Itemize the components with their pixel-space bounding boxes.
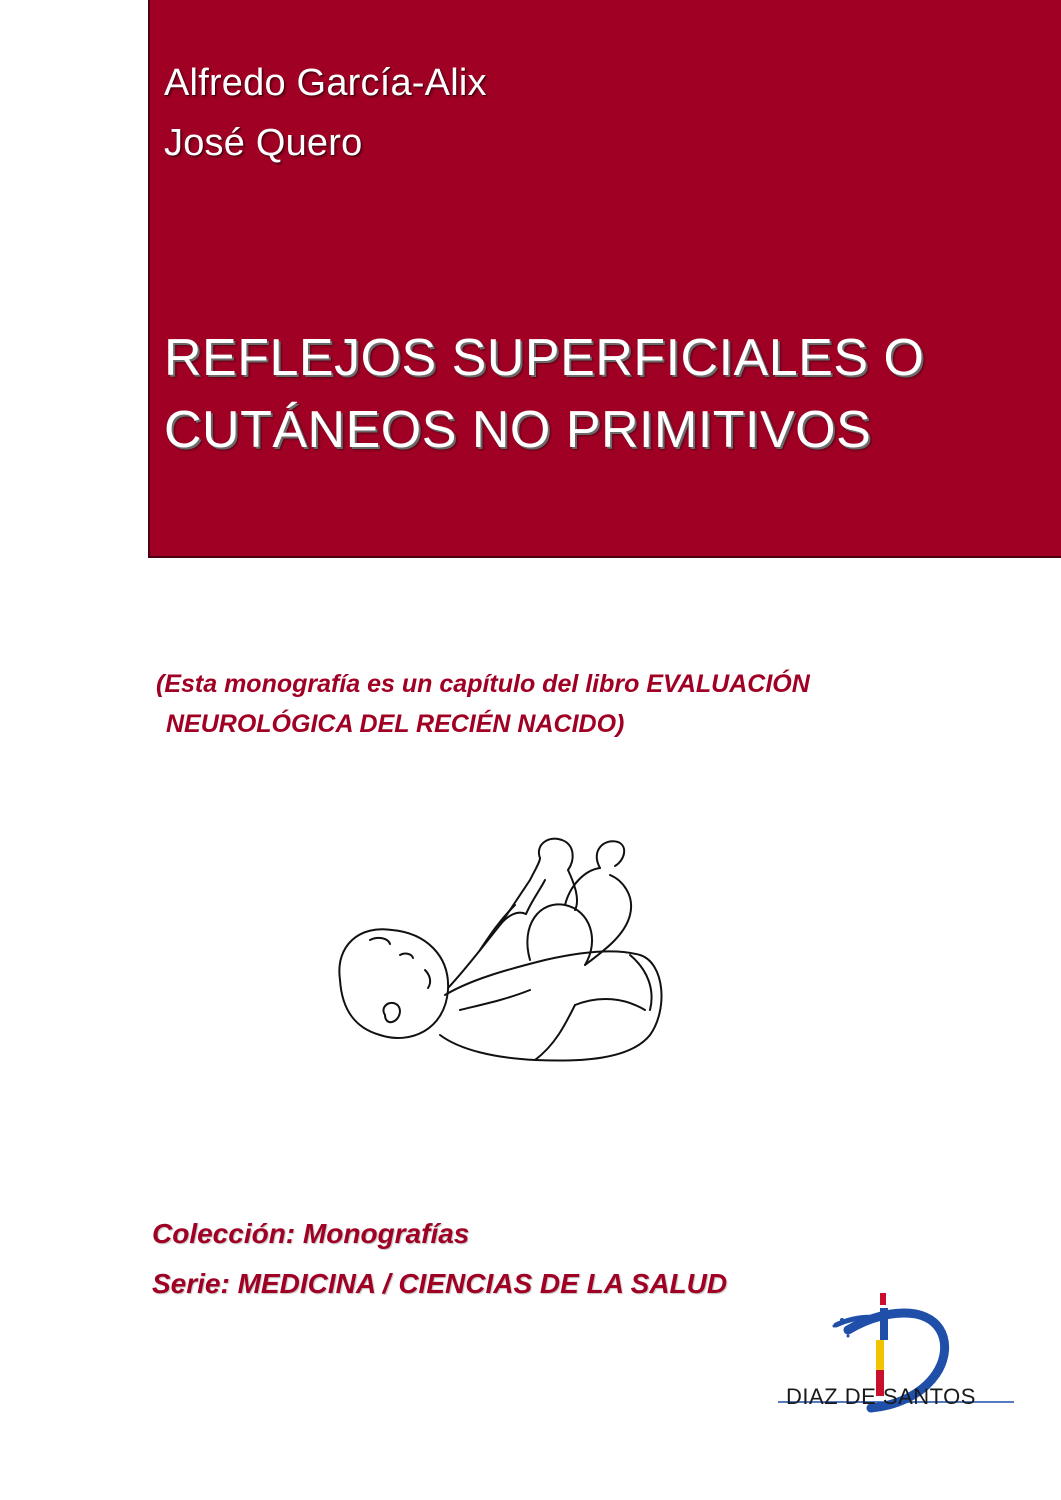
publisher-name: DIAZ DE SANTOS [786, 1384, 976, 1409]
author-name: José Quero [164, 122, 363, 164]
series-label: Serie: MEDICINA / CIENCIAS DE LA SALUD [152, 1268, 728, 1299]
book-title-line: CUTÁNEOS NO PRIMITIVOS [164, 401, 872, 459]
monograph-note-line: NEUROLÓGICA DEL RECIÉN NACIDO) [166, 710, 625, 738]
collection-label: Colección: Monografías [152, 1218, 470, 1249]
author-name: Alfredo García-Alix [164, 62, 487, 104]
newborn-illustration [330, 830, 670, 1070]
title-banner [148, 0, 1061, 558]
monograph-note [156, 664, 956, 744]
book-title-line: REFLEJOS SUPERFICIALES O [164, 329, 925, 387]
monograph-note-line: (Esta monografía es un capítulo del libro EVALUACIÓN [156, 670, 810, 698]
book-title [164, 322, 1044, 466]
